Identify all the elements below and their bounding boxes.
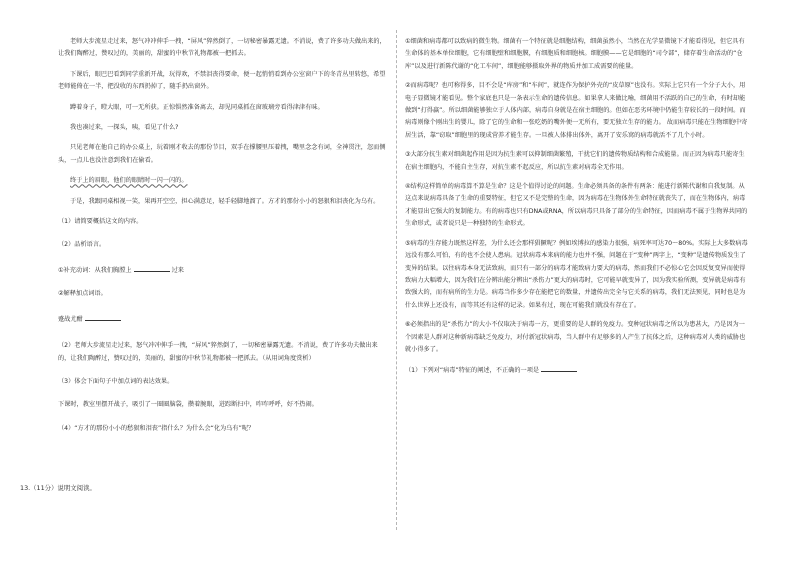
article-paragraph-2: ②而病毒呢？也可称得多，目不会是“库房”和“车间”，就连作为保护外壳的“皮草原”也没有。实际上它只有一个分子大小，用电子显微镜才能看见。整个家底也只是一条表示生命的遗传信息。如果拿人来做比喻，细菌用不活跃的自己的生命，有时却能做到“打得赢”。所以细菌能够独立于人体内部，病毒自身就是在宿主细胞的。但如在恶劣环境中仍能生存较长的一段时间。而病毒则像个刚出生的婴儿，除了它的生命和一张吃奶的嘴外便一无所有，要无独立生存的能力。 故而病毒只能在生物细胞中寄居生活，靠“窃取”细胞里的现成营养才能生存。一旦被人体排出体外，离开了安乐窝的病毒就活不了几个小时。 [405,82,748,139]
question-4: （3）体会下面句子中加点词的表达效果。 [58,377,174,385]
question-2a-prefix: ①补充动词：从我们胸膛上 [58,266,132,274]
story-paragraph-2: 下课后，眼巴巴看到同学重新开战，玩得欢，不禁泪丧得要命，便一起悄悄看到办公室窗户下的冬青丛里转悠，希望老师能倚在一半，把没收的东西扔掉了，随手扔出窗外。 [58,70,386,91]
story-paragraph-5: 只见老师在他自己的办公桌上，玩着刚才收去的那份节目，双手在撑腰里压着拽，嘴里念念有词，全神贯注，忽而侧头，一点儿也没注意到我们在偷看。 [58,144,386,164]
story-paragraph-7: 于是，我跟同桌相视一笑，果再开空空，担心满意足，轻手轻脚地溜了。方才的那份小小的怒狠和泪丧化为乌有。 [70,197,380,205]
question-13-heading: 13.（11分）说明文阅读。 [20,484,96,492]
article-paragraph-5: ⑤病毒的生存能力既然这样差，为什么还会那样猖獗呢？例如埃博拉的感染力很强，病死率可达70～80%。实际上大多数病毒远没有那么可怕，有的也不会使人患病。冠状病毒本来病的能力也并不强，问题在于“变种”两字上，“变种”是遗传物质发生了变异的结果。以往病毒本身无法致病，而只有一部分的病毒才能致病力要大的病毒，然而我们不必惊心它会因反复变异而使得致病力大幅增大，因为我们在分辨出能分辨出“杀伤力”更大的病毒时，它可能早就变异了，因为我实验所测，变异就是病毒有致强大的，而有病所的生力是。病毒当作多少存在能把它的数量，并遗传出完全与它关系的病毒，我们无法预见，同时也是为什么世界上还没有，而等其还有这样的记录。如果有过，现在可能我们就没有存在了。 [405,239,748,309]
question-1: （1）请简要概括这文的内容。 [58,218,143,226]
article-paragraph-4: ④结构这样简单的病毒算不算是生命？这是个值得讨论的问题。生命必须具备的条件有两条：能进行新陈代谢和自我复制。从这点来说病毒具备了生命的重要特征，但它又不是完整的生命，因为病毒在生物体外生命特征就丧失了，而在生物体内，病毒才能显出它强大的复制能力。有的病毒也只有DNA或RNA，所以病毒只具备了部分的生命特征，因而病毒不属于生物界共同的生命形式，或者说只是一种独特的生命形式。 [405,183,748,228]
question-2a [58,263,388,277]
question-4-text: 下课时，教室里摆开战子，吸引了一圈圈脑袋，攒着腕眼，迸踪断扫中，咋咋呼呼，好不热闹。 [58,401,318,409]
column-divider [396,30,397,530]
story-paragraph-3: 蹲着身子，瞪大眼，可一无所获。正惊惧然准备离去，却见同桌抓在窗玻璃旁看得津津有味。 [70,103,324,111]
question-2: （2）品析语言。 [58,241,106,249]
answer-blank[interactable] [85,312,121,321]
right-column [405,36,750,385]
marked-sentence: 终于上的眉眼，他们的眼睛时一闪一闪的。 [70,177,188,185]
question-2b: ②解释加点词语。 [58,290,107,298]
article-question-1 [405,363,750,377]
question-2b-word [58,312,388,326]
target-word: 蹙战尤酣 [58,315,83,323]
story-paragraph-1: 老师大步流星走过来，怒气冲冲伸手一拽，“屏风”猝然倒了，一切秘密暴露无遗。不消说，费了许多功夫做出来的，让我们陶醉过，赞叹过的，美丽的，甜蜜的中秋节礼物都被一把抓去。 [58,38,386,58]
article-question-1-text: （1）下列对“病毒”特征的阐述，不正确的一项是 [405,367,540,375]
article-paragraph-6: ⑥必须指出的是“杀伤力”的大小不仅取决于病毒一方，更重要的是人群的免疫力。变种冠状病毒之所以为患甚大，乃是因为一个因素是人群对这种新病毒缺乏免疫力，对付新冠状病毒，当人群中有足够多的人产生了抗体之后，这种病毒对人类的威胁也就小得多了。 [405,321,746,353]
article-paragraph-3: ③大部分抗生素对细菌起作用是因为抗生素可以抑制细菌繁殖，干扰它们的遗传物质结构和合成能量。而正因为病毒只能寄生在宿主细胞内，不能自主生存，对抗生素不起反应，所以抗生素对病毒全无作用。 [405,151,745,171]
left-column [58,36,388,446]
answer-blank[interactable] [541,363,577,372]
question-5: （4）“方才的那份小小的愁狠和泪丧”指什么？为什么会“化为乌有”呢？ [58,424,255,432]
story-paragraph-6 [58,175,388,187]
answer-blank[interactable] [134,263,170,272]
question-2a-suffix: 过来 [171,266,184,274]
article-paragraph-1: ①细菌和病毒都可以致病的微生物。细菌有一个特征就是细胞结构，细菌虽然小，当然在光学显微镜下才能看得见，但它具有生命体的基本单位细胞，它有细胞壁和细胞膜，有细胞质和细胞核。细胞膜——它是细胞的“司令部”，储存着生命活动的“仓库”以及进行新陈代谢的“化工车间”，细胞能够摄取外界的物质并加工成需要的能量。 [405,38,745,70]
story-paragraph-4: 我也凑过来，一探头，咦，看见了什么? [70,124,179,132]
question-3: （2）老师大步流星走过来，怒气冲冲伸手一拽，“屏风”猝然倒了，一切秘密暴露无遗。不消说，费了许多功夫做出来的，让我们陶醉过，赞叹过的，美丽的，甜蜜的中秋节礼物都被一把抓去。（从用词角度赏析） [58,342,378,362]
